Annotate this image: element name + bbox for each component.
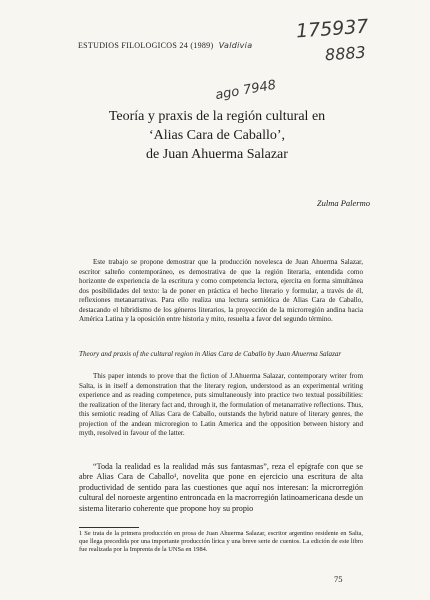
handwritten-number-2: 8883	[324, 42, 367, 65]
abstract-english-text: This paper intends to prove that the fiction of J.Ahuerma Salazar, contemporary writer from Salta, is in itself a demonstration that the literary region, understood as an experimental writing experience and as reading competence, puts simultaneously into practice two textual possibilities: the realization of the literary fact and, through it, the formulation of metanarrative reflections. Thus, this semiotic reading of Alias Cara de Caballo, outstands the hybrid nature of literary genres, the projection of the andean microregion to Latin America and the opposition between history and myth, resolved in favour of the latter.	[79, 372, 363, 437]
abstract-english-title: Theory and praxis of the cultural region in Alias Cara de Caballo by Juan Ahuerma Salazar	[79, 350, 342, 358]
body-text	[79, 462, 363, 514]
title-line-1: Teoría y praxis de la región cultural en	[108, 109, 326, 124]
handwritten-date-note: ago 7948	[214, 77, 278, 104]
handwritten-number-1: 175937	[295, 15, 370, 43]
title-line-3: de Juan Ahuerma Salazar	[146, 147, 288, 162]
journal-header	[78, 41, 252, 50]
author-name: Zulma Palermo	[316, 198, 370, 208]
abstract-english	[79, 372, 363, 439]
page-number: 75	[334, 574, 343, 584]
footnote: 1 Se trata de la primera producción en prosa de Juan Ahuerma Salazar, escritor argentino residente en Salta, que llega precedida por una importante producción lírica y una breve serie de cuentos. La edición de este libro fue realizada por la Imprenta de la UNSa en 1984.	[79, 530, 363, 554]
handwritten-mark: Valdivia	[218, 41, 253, 50]
footnote-divider	[79, 527, 139, 528]
journal-name: ESTUDIOS FILOLOGICOS 24 (1989)	[78, 41, 214, 50]
abstract-spanish	[79, 258, 363, 325]
title-line-2: ‘Alias Cara de Caballo’,	[148, 128, 286, 143]
article-title	[60, 107, 374, 164]
body-paragraph: “Toda la realidad es la realidad más sus fantasmas”, reza el epígrafe con que se abre Alias Cara de Caballo¹, novelita que pone en ejercicio una escritura de alta productividad de sentido para las cuestiones que aquí nos interesan: la microrregión cultural del noroeste argentino entroncada en la macrorregión latinoamericana desde un sistema literario coherente que propone hoy su propio	[79, 462, 363, 513]
abstract-spanish-text: Este trabajo se propone demostrar que la producción novelesca de Juan Ahuerma Salazar, escritor salteño contemporáneo, es demostrativa de que la región literaria, entendida como horizonte de experiencia de la escritura y como competencia lectora, ejercita en forma simultánea dos posibilidades del texto: la de poner en práctica el hecho literario y formular, a través de él, reflexiones metanarrativas. Para ello realiza una lectura semiótica de Alias Cara de Caballo, destacando el hibridismo de los géneros literarios, la proyección de la microrregión andina hacia América Latina y la oposición entre historia y mito, resuelta a favor del segundo término.	[79, 258, 363, 323]
